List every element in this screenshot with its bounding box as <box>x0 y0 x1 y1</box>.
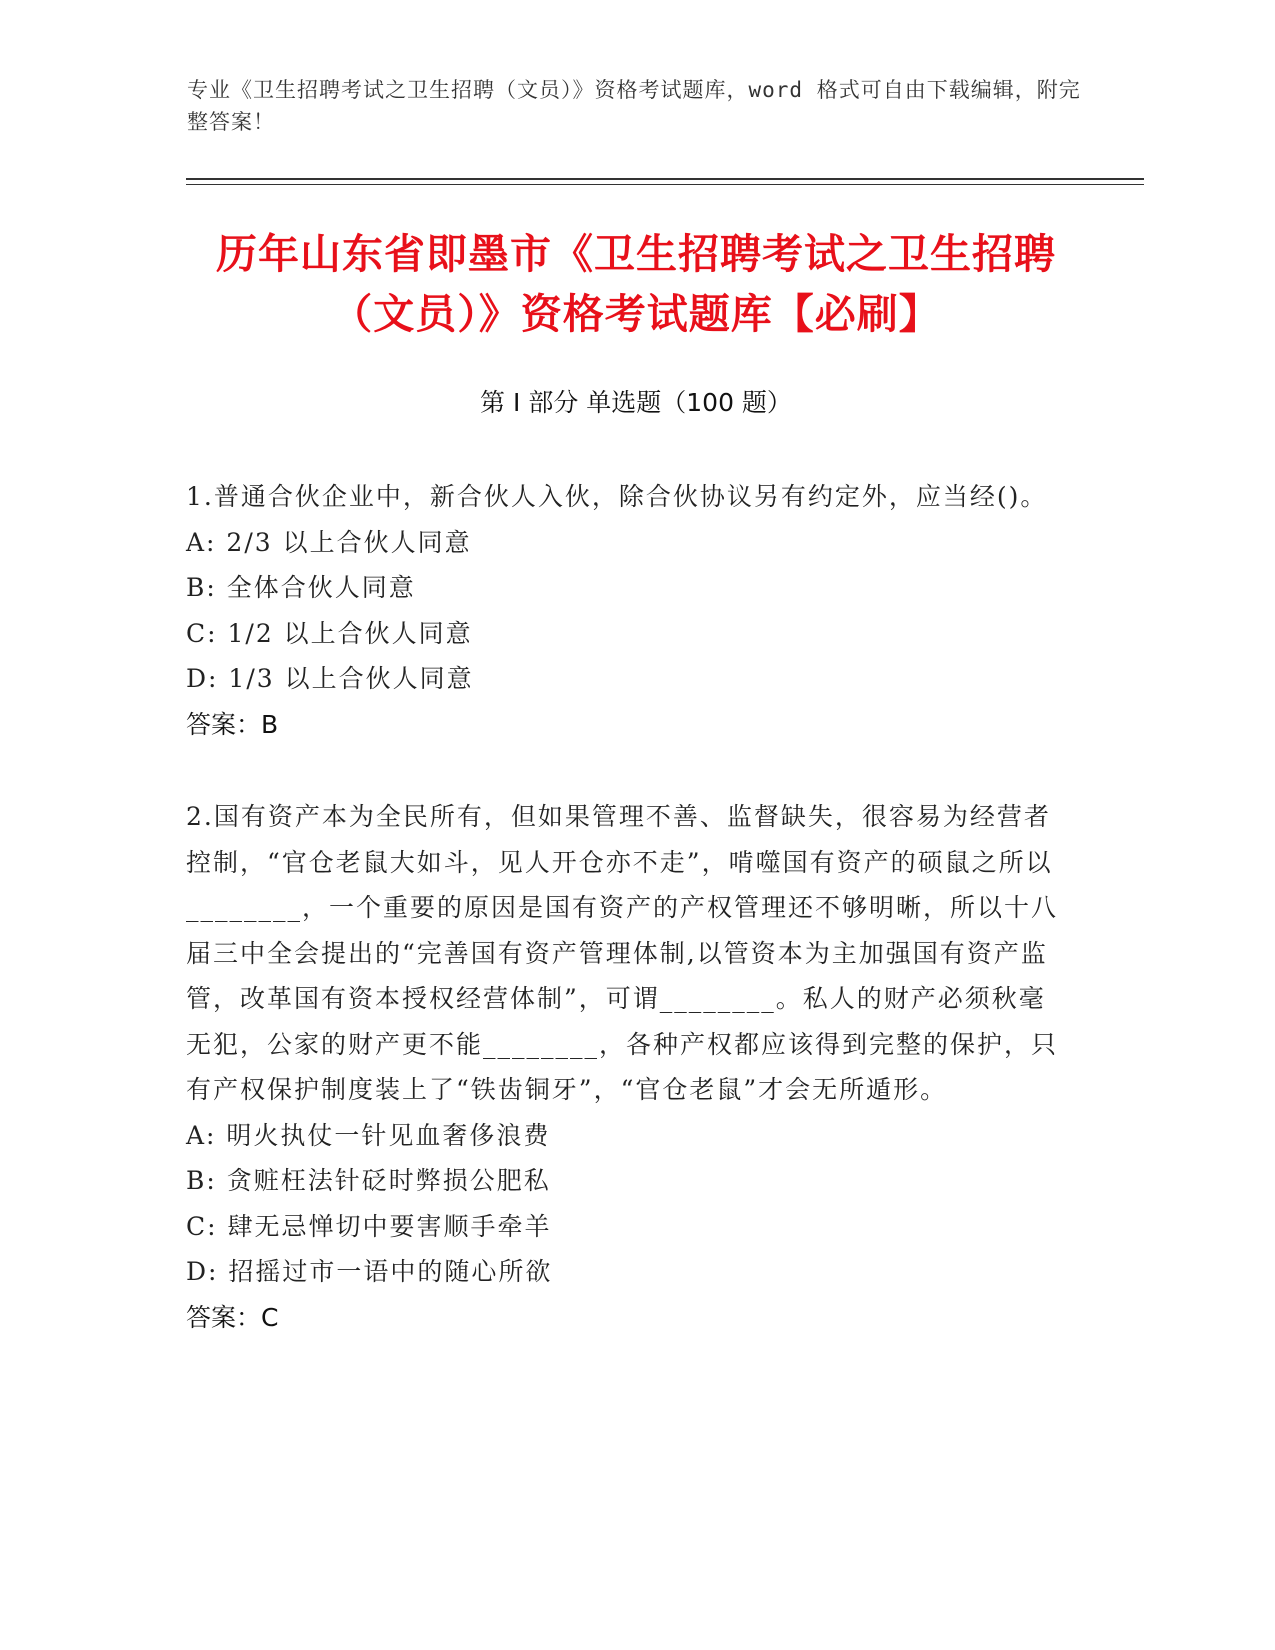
option-c: C: 1/2 以上合伙人同意 <box>186 618 473 648</box>
section-title: 第 I 部分 单选题（100 题） <box>480 388 792 417</box>
header-rule-thick <box>186 178 1144 180</box>
question-stem: 1.普通合伙企业中，新合伙人入伙，除合伙协议另有约定外，应当经()。 <box>186 482 1048 511</box>
header-rule-thin <box>186 184 1144 185</box>
option-b: B: 全体合伙人同意 <box>186 573 416 602</box>
question-stem: 2.国有资产本为全民所有，但如果管理不善、监督缺失，很容易为经营者控制，“官仓老鼠大如斗，见人开仓亦不走”，啃噬国有资产的硕鼠之所以________，一个重要的原因是国有资产的产权管理还不够明晰，所以十八届三中全会提出的“完善国有资产管理体制,以管资本为主加强国有资产监管，改革国有资本授权经营体制”，可谓________。私人的财产必须秋毫无犯，公家的财产更不能________，各种产权都应该得到完整的保护，只有产权保护制度装上了“铁齿铜牙”，“官仓老鼠”才会无所遁形。 <box>186 802 1059 1104</box>
question-2 <box>186 794 1066 1340</box>
question-1 <box>186 474 1066 747</box>
option-b: B: 贪赃枉法针砭时弊损公肥私 <box>186 1166 551 1195</box>
question-list <box>186 474 1066 1340</box>
document-title: 历年山东省即墨市《卫生招聘考试之卫生招聘（文员）》资格考试题库【必刷】 <box>216 230 1056 338</box>
option-c: C: 肆无忌惮切中要害顺手牵羊 <box>186 1211 552 1241</box>
option-d: D: 1/3 以上合伙人同意 <box>186 664 474 693</box>
option-a: A: 2/3 以上合伙人同意 <box>186 527 472 557</box>
answer: 答案：B <box>186 709 279 739</box>
answer: 答案：C <box>186 1302 279 1332</box>
header-note: 专业《卫生招聘考试之卫生招聘（文员）》资格考试题库，word 格式可自由下载编辑，附完整答案！ <box>187 78 1081 134</box>
option-a: A: 明火执仗一针见血奢侈浪费 <box>186 1120 551 1150</box>
option-d: D: 招摇过市一语中的随心所欲 <box>186 1257 553 1286</box>
